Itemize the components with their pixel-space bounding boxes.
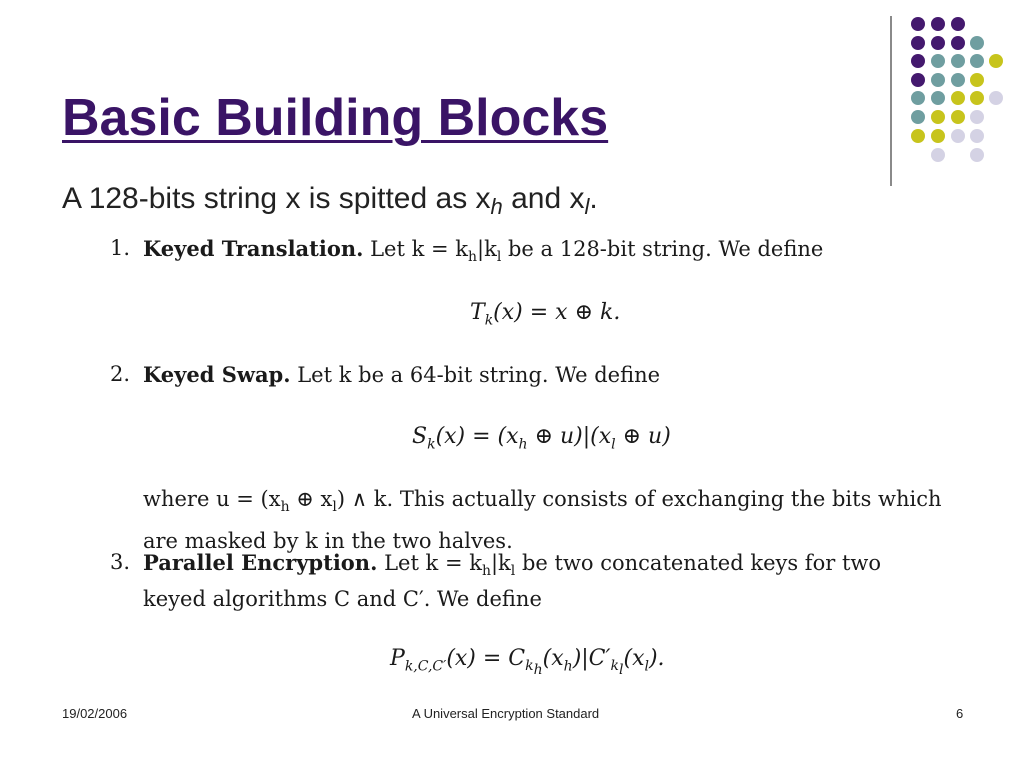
eq-part: ). bbox=[648, 646, 665, 671]
eq-sub: k bbox=[484, 312, 494, 329]
item-text: Let k be a 64-bit string. We define bbox=[290, 363, 661, 387]
eq-part: (x) = C bbox=[446, 646, 526, 671]
subtitle-end: . bbox=[589, 182, 598, 215]
item-number: 1. bbox=[110, 236, 131, 260]
swap-explanation-line2: are masked by k in the two halves. bbox=[143, 529, 513, 554]
eq-rest: (x) = x ⊕ k. bbox=[493, 300, 621, 325]
item-body bbox=[143, 236, 823, 265]
subtitle-sub-l: l bbox=[584, 194, 590, 219]
subtitle-and: and x bbox=[502, 182, 585, 215]
eq-sub-k: k bbox=[610, 658, 619, 675]
eq-sub: k,C,C′ bbox=[404, 658, 447, 675]
item-number: 2. bbox=[110, 362, 131, 386]
text-sub: l bbox=[332, 499, 337, 516]
item-sub: l bbox=[510, 563, 516, 580]
text-sub: h bbox=[280, 499, 290, 516]
item-text-tail: be a 128-bit string. We define bbox=[501, 237, 824, 261]
eq-part: ⊕ u) bbox=[615, 424, 671, 449]
eq-part: (x bbox=[623, 646, 645, 671]
eq-sub: k bbox=[427, 436, 436, 453]
page-number: 6 bbox=[956, 706, 964, 721]
eq-sub-h: h bbox=[533, 662, 543, 679]
eq-sub: l bbox=[611, 436, 616, 453]
eq-sub-l: l bbox=[619, 662, 624, 679]
eq-sub-k: k bbox=[525, 658, 534, 675]
eq-symbol: S bbox=[412, 424, 428, 449]
equation-swap bbox=[412, 424, 671, 452]
subtitle-text: A 128-bits string x is spitted as x bbox=[62, 182, 491, 215]
item-text-tail: be two concatenated keys for two bbox=[515, 551, 881, 575]
item-text: Let k = k bbox=[363, 237, 468, 261]
footer-title: A Universal Encryption Standard bbox=[412, 706, 600, 721]
item-sub: l bbox=[496, 249, 502, 266]
equation-parallel bbox=[390, 646, 665, 678]
text-part: where u = (x bbox=[143, 487, 281, 511]
eq-part: (x bbox=[542, 646, 564, 671]
eq-sub bbox=[525, 658, 543, 679]
item-text: Let k = k bbox=[377, 551, 482, 575]
item-number: 3. bbox=[110, 550, 131, 574]
item-body bbox=[143, 550, 881, 579]
eq-symbol: T bbox=[470, 300, 485, 325]
item-heading: Keyed Swap. bbox=[143, 362, 291, 387]
item-heading: Keyed Translation. bbox=[143, 236, 364, 261]
item-sub: h bbox=[481, 563, 491, 580]
footer-date: 19/02/2006 bbox=[62, 706, 128, 721]
eq-part: (x) = (x bbox=[435, 424, 519, 449]
item-heading: Parallel Encryption. bbox=[143, 550, 378, 575]
item-sub: h bbox=[467, 249, 478, 266]
text-part: ) ∧ k. This actually consists of exchanging the bits which bbox=[336, 487, 942, 511]
subtitle-sub-h: h bbox=[490, 194, 503, 219]
swap-explanation-line1 bbox=[143, 482, 942, 524]
eq-sub bbox=[610, 658, 624, 679]
slide-title: Basic Building Blocks bbox=[62, 89, 609, 147]
item-text-mid: |k bbox=[477, 237, 497, 261]
text-part: ⊕ x bbox=[289, 487, 333, 511]
item-body bbox=[143, 362, 660, 387]
eq-part: )|C′ bbox=[572, 646, 611, 671]
eq-symbol: P bbox=[390, 646, 405, 671]
swap-explanation bbox=[143, 482, 942, 558]
equation-translation bbox=[470, 300, 620, 328]
eq-sub: l bbox=[644, 658, 649, 675]
slide-subtitle bbox=[62, 182, 598, 220]
eq-part: ⊕ u)|(x bbox=[527, 424, 612, 449]
item-text-mid: |k bbox=[490, 551, 511, 575]
eq-sub: h bbox=[563, 658, 573, 675]
eq-sub: h bbox=[518, 436, 528, 453]
decorative-dot-grid bbox=[0, 0, 1024, 200]
item-3-line2: keyed algorithms C and C′. We define bbox=[143, 587, 542, 611]
